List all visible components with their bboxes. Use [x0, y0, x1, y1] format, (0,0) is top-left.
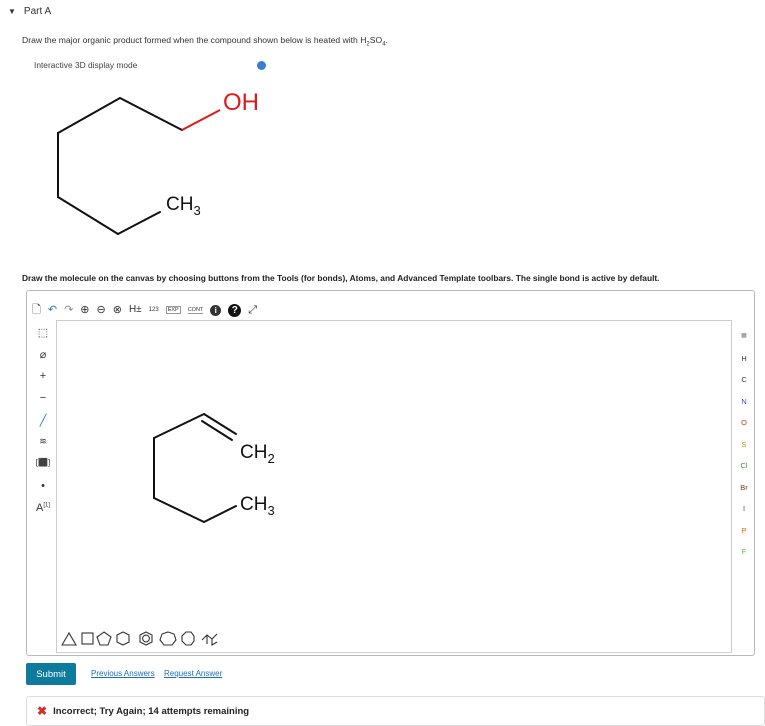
- heptagon-template-icon[interactable]: [160, 632, 176, 645]
- feedback-text: Incorrect; Try Again; 14 attempts remaining: [53, 705, 250, 717]
- product-ch3-label: [240, 494, 275, 518]
- atom-s[interactable]: S: [741, 439, 747, 449]
- charge-minus-icon[interactable]: −: [39, 392, 47, 404]
- zoom-in-icon[interactable]: ⊕: [80, 303, 90, 316]
- submit-button[interactable]: Submit: [26, 663, 76, 685]
- product-structure: [140, 410, 300, 530]
- octagon-template-icon[interactable]: [182, 632, 194, 645]
- question-sub-4: 4: [382, 41, 386, 48]
- part-title: Part A: [23, 6, 52, 17]
- clear-icon[interactable]: ⊗: [112, 303, 122, 316]
- question-sub-2: 2: [366, 41, 370, 48]
- charge-plus-icon[interactable]: +: [39, 370, 47, 382]
- exp-button[interactable]: EXP: [167, 307, 179, 313]
- radical-dot-icon[interactable]: •: [41, 480, 45, 492]
- atom-toolbar: [734, 326, 754, 563]
- atom-c[interactable]: C: [741, 375, 747, 384]
- bond: [154, 498, 204, 522]
- ch3-label: [166, 194, 201, 218]
- bond: [118, 212, 160, 234]
- question-text: [22, 35, 388, 48]
- ch3-text: CH: [166, 194, 194, 215]
- square-template-icon[interactable]: [82, 633, 93, 644]
- double-bond-inner: [202, 421, 232, 440]
- atom-label-letter: A: [35, 502, 44, 514]
- question-mid: SO: [369, 35, 383, 45]
- left-toolbar: [32, 326, 54, 524]
- question-prefix: Draw the major organic product formed when the compound shown below is heated with H: [22, 35, 367, 45]
- atom-h[interactable]: H: [741, 353, 747, 363]
- request-answer-link[interactable]: Request Answer: [164, 669, 223, 678]
- redo-icon[interactable]: ↷: [64, 303, 74, 316]
- triangle-template-icon[interactable]: [62, 633, 76, 645]
- atom-o[interactable]: O: [741, 418, 747, 427]
- bracket-tool-icon[interactable]: [⬛]: [35, 458, 51, 467]
- chair-template-icon[interactable]: [202, 634, 217, 645]
- undo-icon[interactable]: ↶: [47, 303, 58, 316]
- cont-button[interactable]: CONT: [187, 306, 204, 313]
- double-bond: [204, 414, 236, 434]
- display-mode-label: Interactive 3D display mode: [34, 60, 138, 70]
- template-toolbar: [60, 629, 230, 647]
- atom-cl[interactable]: Cl: [740, 461, 748, 470]
- bond: [204, 506, 236, 522]
- ch2-sub: 2: [267, 451, 275, 466]
- atom-label-icon[interactable]: [32, 502, 54, 515]
- number-button[interactable]: 123: [148, 307, 159, 313]
- atom-br[interactable]: Br: [740, 482, 748, 492]
- atom-i[interactable]: I: [742, 504, 746, 513]
- new-document-icon[interactable]: 🗋: [32, 303, 41, 316]
- bond: [154, 414, 204, 438]
- periodic-table-icon[interactable]: ▦: [741, 333, 747, 339]
- atom-f[interactable]: F: [741, 547, 747, 556]
- benzene-template-icon[interactable]: [140, 632, 152, 645]
- c-o-bond: [182, 110, 220, 130]
- ch2-text: CH: [240, 442, 268, 463]
- collapse-caret-icon[interactable]: ▼: [8, 7, 16, 16]
- info-button-icon[interactable]: i: [210, 305, 221, 316]
- atom-label-sup: [1]: [43, 502, 50, 509]
- help-icon[interactable]: ?: [228, 304, 241, 317]
- bond: [58, 197, 118, 234]
- reactant-structure: [40, 80, 280, 240]
- eraser-icon[interactable]: ⌀: [39, 349, 47, 361]
- zoom-out-icon[interactable]: ⊖: [96, 303, 106, 316]
- product-ch3-text: CH: [240, 494, 268, 515]
- ch3-sub: 3: [193, 203, 201, 218]
- expand-icon[interactable]: ⤢: [248, 303, 258, 316]
- atom-n[interactable]: N: [741, 396, 747, 406]
- atom-p[interactable]: P: [741, 525, 747, 535]
- oh-label: OH: [223, 89, 259, 116]
- info-icon[interactable]: [257, 61, 266, 70]
- ch2-label: [240, 442, 275, 466]
- part-header[interactable]: [8, 6, 51, 17]
- top-toolbar: [32, 300, 257, 320]
- previous-answers-link[interactable]: Previous Answers: [91, 669, 155, 678]
- question-suffix: .: [385, 35, 388, 45]
- pentagon-template-icon[interactable]: [97, 632, 111, 645]
- select-tool-icon[interactable]: ⬚: [37, 327, 49, 339]
- incorrect-icon: ✖: [37, 704, 48, 718]
- bond: [58, 98, 120, 133]
- hexagon-template-icon[interactable]: [117, 632, 129, 645]
- product-ch3-sub: 3: [267, 503, 275, 518]
- instructions: Draw the molecule on the canvas by choosing buttons from the Tools (for bonds), Atoms, and Advanced Template toolbars. The single bond is active by default.: [22, 273, 660, 283]
- h-plus-button[interactable]: H±: [128, 304, 142, 315]
- bond: [120, 98, 182, 130]
- single-bond-icon[interactable]: ╱: [39, 415, 47, 427]
- chain-tool-icon[interactable]: ≋: [39, 436, 47, 446]
